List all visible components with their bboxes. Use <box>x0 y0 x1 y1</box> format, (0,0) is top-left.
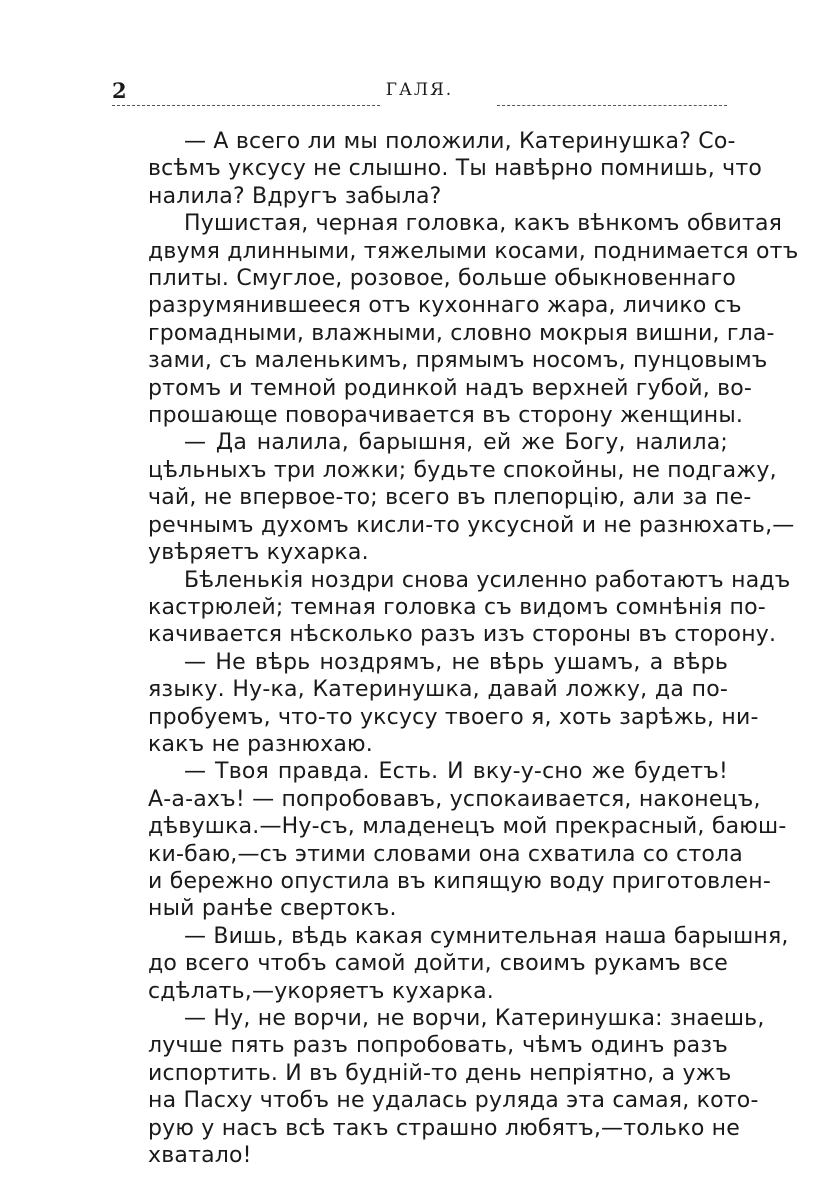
text-line: — Да налила, барышня, ей же Богу, налила; <box>184 430 728 456</box>
paragraph <box>112 649 759 759</box>
text-line: рую у насъ всѣ такъ страшно любятъ,—только не <box>148 1115 740 1141</box>
text-line: чай, не впервое-то; всего въ плепорцію, али за пе- <box>148 485 752 511</box>
text-line: пробуемъ, что-то уксусу твоего я, хоть зарѣжь, ни- <box>148 704 759 730</box>
paragraph <box>112 210 799 429</box>
text-line: — Твоя правда. Есть. И вку-у-сно же будетъ! <box>184 759 728 785</box>
text-line: разрумянившееся отъ кухоннаго жара, личико съ <box>148 293 742 319</box>
text-line: дѣвушка.—Ну-съ, младенецъ мой прекрасный, баюш- <box>148 814 787 840</box>
text-line: Бѣленькія ноздри снова усиленно работаютъ надъ <box>184 567 791 593</box>
header-rule-left <box>112 105 380 106</box>
text-line: двумя длинными, тяжелыми косами, поднимается отъ <box>148 238 799 264</box>
paragraph <box>112 758 787 922</box>
paragraph <box>112 429 795 566</box>
text-line: речнымъ духомъ кисли-то уксусной и не разнюхать,— <box>148 512 795 538</box>
text-line: — Ну, не ворчи, не ворчи, Катеринушка: знаешь, <box>184 1006 765 1031</box>
text-line: языку. Ну-ка, Катеринушка, давай ложку, да по- <box>148 677 728 703</box>
text-line: всѣмъ уксусу не слышно. Ты навѣрно помнишь, что <box>148 156 763 182</box>
text-line: какъ не разнюхаю. <box>148 731 373 757</box>
text-line: налила? Вдругъ забыла? <box>148 183 442 209</box>
page-number: 2 <box>112 78 127 103</box>
paragraph <box>112 923 789 1005</box>
header-rule-right <box>497 105 727 106</box>
paragraph <box>112 1005 765 1169</box>
text-line: А-а-ахъ! — попробовавъ, успокаивается, наконецъ, <box>148 786 761 812</box>
text-line: хватало! <box>148 1143 252 1169</box>
text-line: Пушистая, черная головка, какъ вѣнкомъ обвитая <box>184 211 783 237</box>
text-line: — Не вѣрь ноздрямъ, не вѣрь ушамъ, а вѣрь <box>184 649 728 675</box>
text-line: прошающе поворачивается въ сторону женщины. <box>148 403 744 429</box>
text-line: лучше пять разъ попробовать, чѣмъ одинъ разъ <box>148 1033 728 1059</box>
text-line: на Пасху чтобъ не удалась руляда эта самая, кото- <box>148 1088 759 1114</box>
text-line: качивается нѣсколько разъ изъ стороны въ сторону. <box>148 622 777 648</box>
text-line: увѣряетъ кухарка. <box>148 540 369 566</box>
text-line: зами, съ маленькимъ, прямымъ носомъ, пунцовымъ <box>148 348 768 374</box>
running-title: ГАЛЯ. <box>385 80 454 100</box>
text-line: испортить. И въ буднiй-то день непрiятно, а ужъ <box>148 1060 732 1086</box>
paragraph <box>112 567 791 649</box>
page-header <box>112 78 727 110</box>
text-line: — А всего ли мы положили, Катеринушка? Со- <box>184 129 736 154</box>
text-line: сдѣлать,—укоряетъ кухарка. <box>148 978 494 1004</box>
text-line: ный ранѣе свертокъ. <box>148 896 397 922</box>
text-line: громадными, влажными, словно мокрыя вишни, гла- <box>148 320 775 346</box>
text-line: цѣльныхъ три ложки; будьте спокойны, не подгажу, <box>148 457 777 483</box>
text-line: ки-баю,—съ этими словами она схватила со стола <box>148 841 743 867</box>
paragraph <box>112 128 763 210</box>
body-text <box>112 128 799 1169</box>
text-line: плиты. Смуглое, розовое, больше обыкновеннаго <box>148 266 737 292</box>
text-line: кастрюлей; темная головка съ видомъ сомнѣнія по- <box>148 594 766 620</box>
text-line: и бережно опустила въ кипящую воду приготовлен- <box>148 868 771 894</box>
text-line: — Вишь, вѣдь какая сумнительная наша барышня, <box>184 923 789 949</box>
text-line: ртомъ и темной родинкой надъ верхней губой, во- <box>148 375 753 401</box>
text-line: до всего чтобъ самой дойти, своимъ рукамъ все <box>148 951 728 977</box>
